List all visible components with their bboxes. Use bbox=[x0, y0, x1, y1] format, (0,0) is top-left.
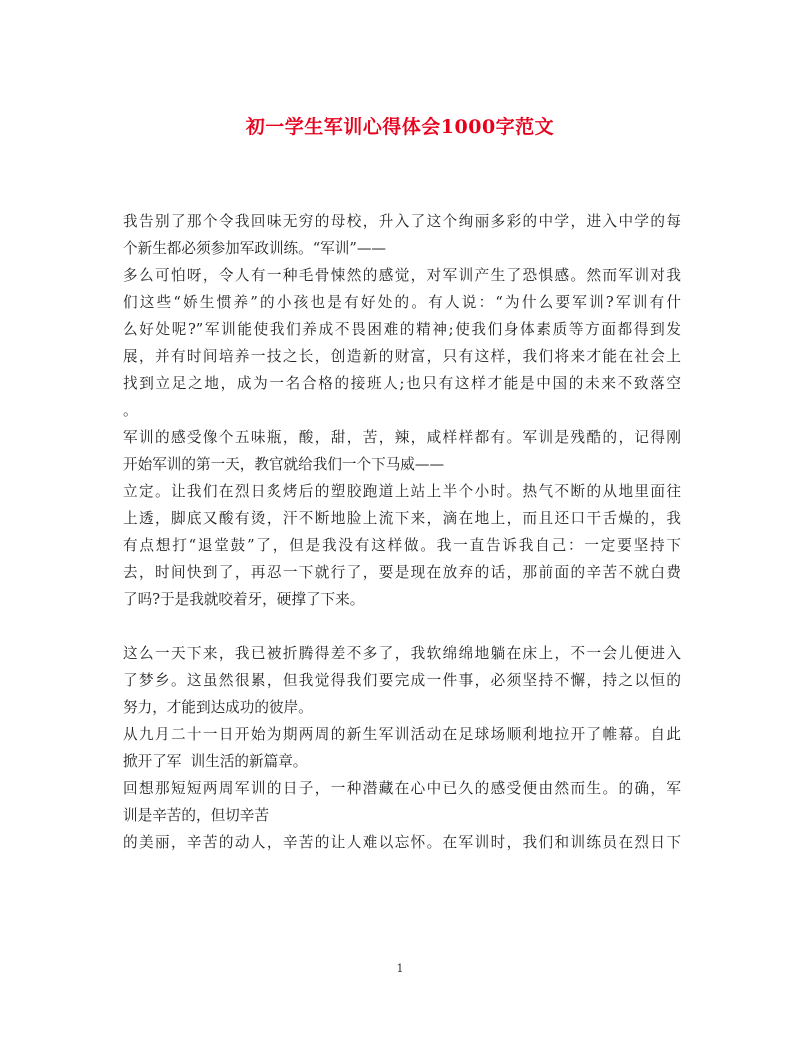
document-title: 初一学生军训心得体会1000字范文 bbox=[245, 116, 555, 138]
text-line: 的美丽，辛苦的动人，辛苦的让人难以忘怀。在军训时，我们和训练员在烈日下 bbox=[123, 834, 681, 851]
text-line: 么好处呢?”军训能使我们养成不畏困难的精神;使我们身体素质等方面都得到发 bbox=[123, 321, 681, 338]
text-line: 找到立足之地，成为一名合格的接班人;也只有这样才能是中国的未来不致落空 bbox=[123, 375, 681, 392]
document-body bbox=[123, 208, 681, 856]
text-line: 军训的感受像个五味瓶，酸，甜，苦，辣，咸样样都有。军训是残酷的，记得刚 bbox=[123, 429, 681, 446]
text-line: 训是辛苦的，但切辛苦 bbox=[123, 807, 269, 824]
text-line: 展，并有时间培养一技之长，创造新的财富，只有这样，我们将来才能在社会上 bbox=[123, 348, 681, 365]
text-line: 立定。让我们在烈日炙烤后的塑胶跑道上站上半个小时。热气不断的从地里面往 bbox=[123, 483, 681, 500]
text-line: 从九月二十一日开始为期两周的新生军训活动在足球场顺利地拉开了帷幕。自此 bbox=[123, 726, 681, 743]
text-line: 开始军训的第一天，教官就给我们一个下马威—— bbox=[123, 456, 445, 473]
text-line: 去，时间快到了，再忍一下就行了，要是现在放弃的话，那前面的辛苦不就白费 bbox=[123, 564, 681, 581]
text-line: 努力，才能到达成功的彼岸。 bbox=[123, 699, 313, 716]
text-line: 了梦乡。这虽然很累，但我觉得我们要完成一件事，必须坚持不懈，持之以恒的 bbox=[123, 672, 681, 689]
text-line: 上透，脚底又酸有烫，汗不断地脸上流下来，滴在地上，而且还口干舌燥的，我 bbox=[123, 510, 681, 527]
text-line: 这么一天下来，我已被折腾得差不多了，我软绵绵地躺在床上，不一会儿便进入 bbox=[123, 645, 681, 662]
text-line: 回想那短短两周军训的日子，一种潜藏在心中已久的感受便由然而生。的确，军 bbox=[123, 780, 681, 797]
text-line: 多么可怕呀，令人有一种毛骨悚然的感觉，对军训产生了恐惧感。然而军训对我 bbox=[123, 267, 681, 284]
text-line: 个新生都必须参加军政训练。“军训”—— bbox=[123, 240, 387, 257]
text-line: 们这些“娇生惯养”的小孩也是有好处的。有人说：“为什么要军训?军训有什 bbox=[123, 294, 681, 311]
page-number: 1 bbox=[396, 962, 404, 975]
text-line: 。 bbox=[123, 402, 138, 419]
text-line: 有点想打“退堂鼓”了，但是我没有这样做。我一直告诉我自己：一定要坚持下 bbox=[123, 537, 681, 554]
text-line: 我告别了那个令我回味无穷的母校，升入了这个绚丽多彩的中学，进入中学的每 bbox=[123, 213, 681, 230]
text-line: 掀开了军 训生活的新篇章。 bbox=[123, 753, 308, 770]
paragraph-gap bbox=[123, 613, 681, 640]
text-line: 了吗?于是我就咬着牙，硬撑了下来。 bbox=[123, 591, 365, 608]
